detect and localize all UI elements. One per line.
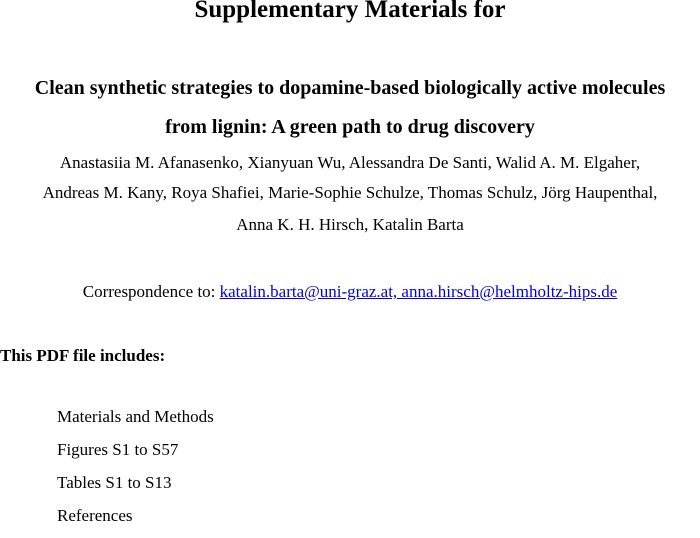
authors-line-2: Andreas M. Kany, Roya Shafiei, Marie-Sophie Schulze, Thomas Schulz, Jörg Haupenthal, xyxy=(42,183,658,202)
paper-title-line-2: from lignin: A green path to drug discovery xyxy=(165,116,535,138)
paper-title-line-1: Clean synthetic strategies to dopamine-based biologically active molecules xyxy=(34,77,666,99)
correspondence-label: Correspondence to: xyxy=(82,282,220,301)
list-item: References xyxy=(57,506,133,525)
authors-line-1: Anastasiia M. Afanasenko, Xianyuan Wu, Alessandra De Santi, Walid A. M. Elgaher, xyxy=(59,153,641,172)
correspondence-line xyxy=(0,281,700,303)
list-item: Figures S1 to S57 xyxy=(57,440,179,459)
list-item: Materials and Methods xyxy=(57,407,214,426)
authors-line-3: Anna K. H. Hirsch, Katalin Barta xyxy=(236,215,464,234)
includes-list xyxy=(57,406,214,538)
page-title: Supplementary Materials for xyxy=(194,0,506,23)
correspondence-email-link[interactable]: katalin.barta@uni-graz.at, anna.hirsch@helmholtz-hips.de xyxy=(219,282,618,301)
includes-heading: This PDF file includes: xyxy=(0,346,166,365)
list-item: Tables S1 to S13 xyxy=(57,473,172,492)
